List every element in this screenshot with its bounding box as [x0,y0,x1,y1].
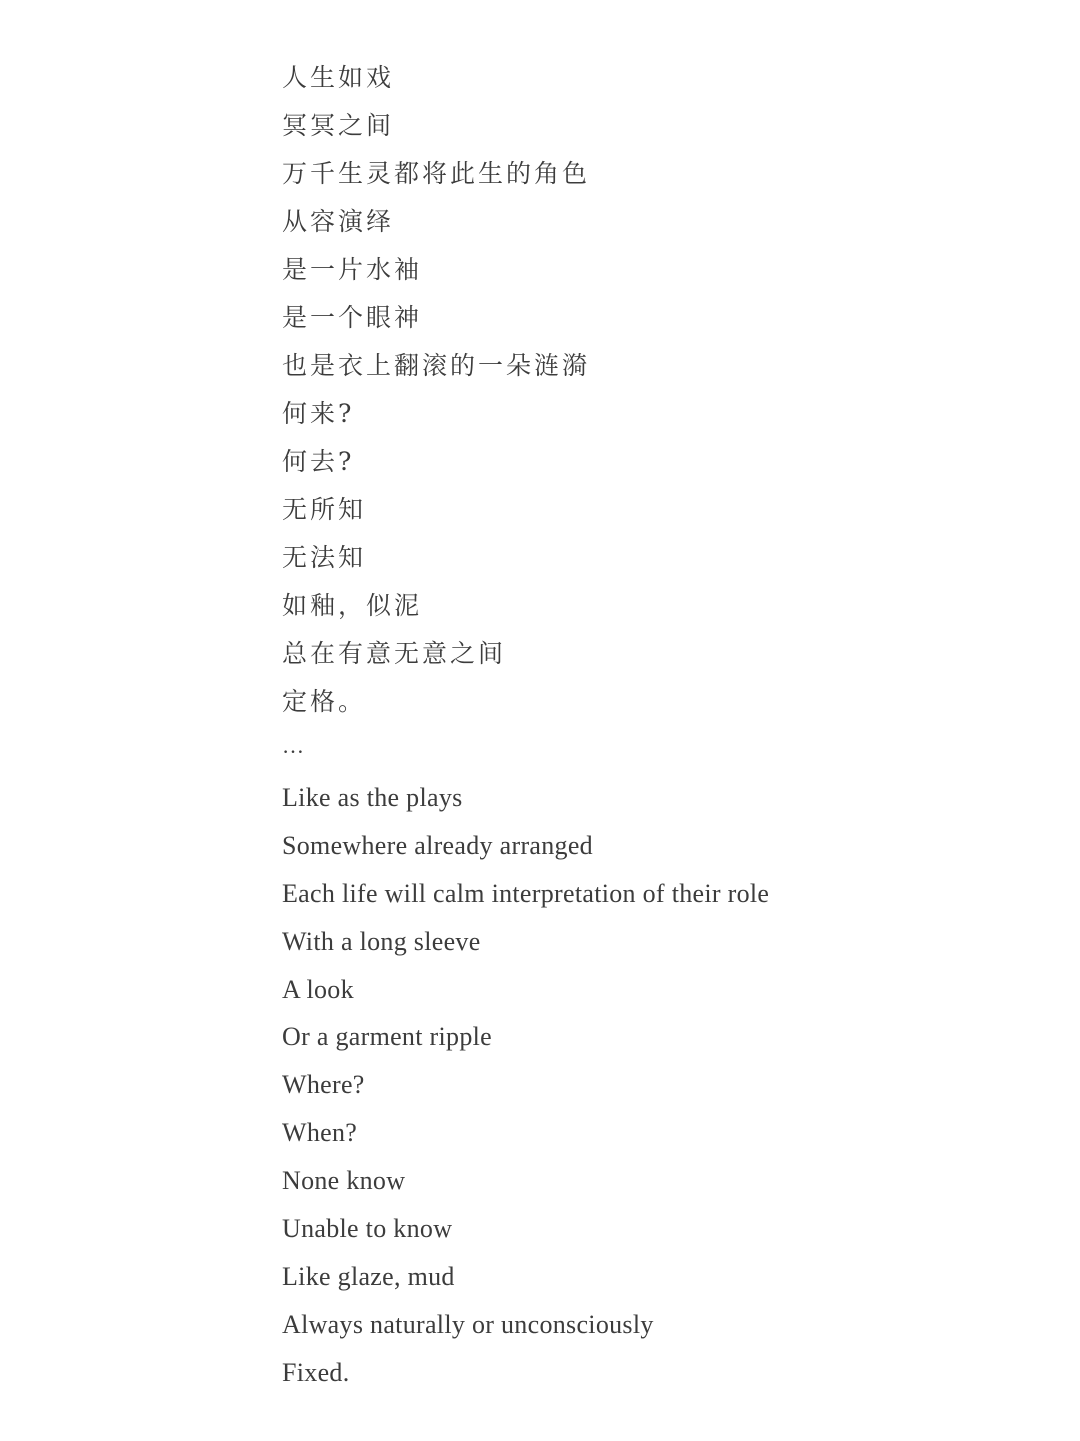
poem-line-en: Unable to know [282,1214,453,1244]
poem-line-cn: 何去? [282,447,355,476]
poem-line-en: Fixed. [282,1357,350,1387]
poem-line-en: Each life will calm interpretation of their role [282,878,770,908]
poem-line-en: None know [282,1166,406,1196]
poem [282,54,1022,1397]
poem-line-cn: 人生如戏 [282,63,395,92]
chinese-stanza [282,54,1022,726]
poem-line-cn: 无法知 [282,543,367,572]
poem-line-en: When? [282,1118,358,1148]
poem-line-cn: 定格。 [282,687,367,716]
poem-line-cn: 也是衣上翻滚的一朵涟漪 [282,351,591,380]
poem-line-cn: 无所知 [282,495,367,524]
poem-line-en: Somewhere already arranged [282,830,593,860]
poem-line-cn: 万千生灵都将此生的角色 [282,159,591,188]
poem-line-en: Where? [282,1070,365,1100]
poem-line-cn: 是一个眼神 [282,303,423,332]
poem-line-cn: 何来? [282,399,355,428]
stanza-separator: … [282,733,304,758]
poem-line-cn: 如釉，似泥 [282,591,423,620]
poem-line-en: Or a garment ripple [282,1022,493,1052]
poem-line-en: A look [282,974,354,1004]
poem-line-cn: 是一片水袖 [282,255,423,284]
poem-line-cn: 冥冥之间 [282,111,395,140]
poem-line-en: With a long sleeve [282,926,481,956]
poem-line-en: Like glaze, mud [282,1261,455,1291]
poem-line-en: Always naturally or unconsciously [282,1309,654,1339]
english-stanza [282,774,1022,1397]
poem-line-en: Like as the plays [282,783,463,812]
poem-line-cn: 总在有意无意之间 [282,639,507,668]
poem-line-cn: 从容演绎 [282,207,395,236]
